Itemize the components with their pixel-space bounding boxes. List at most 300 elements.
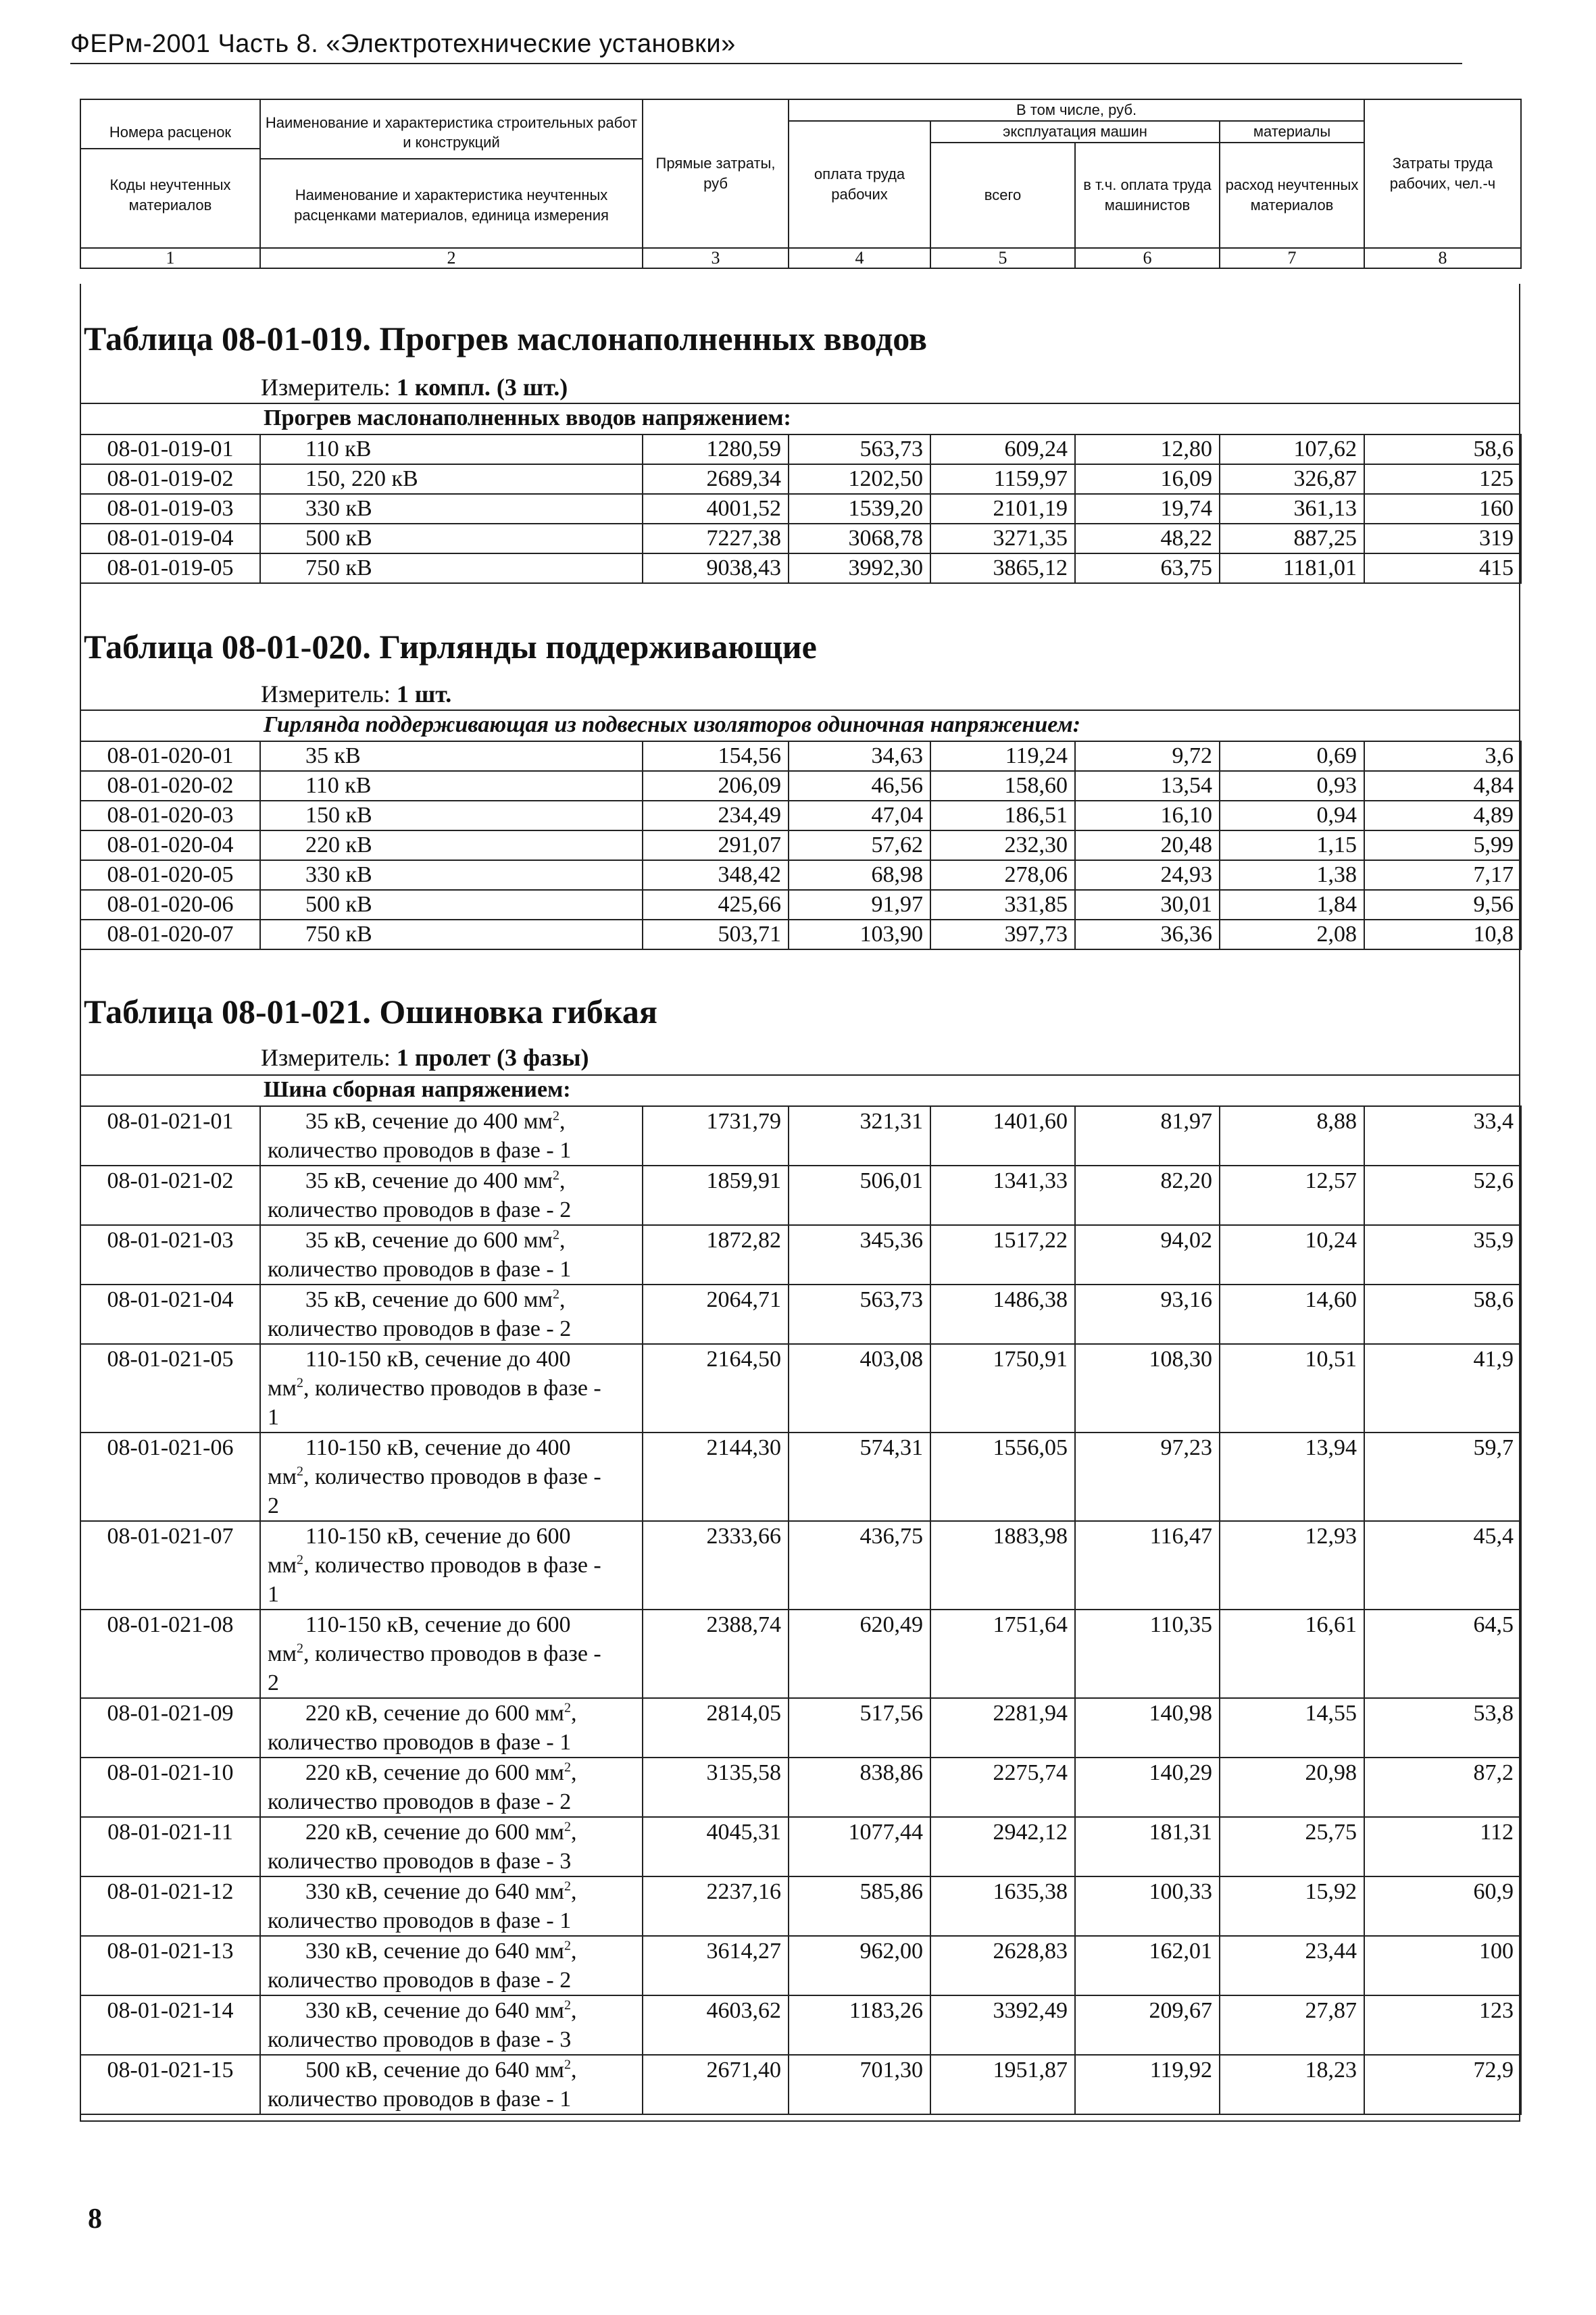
rate-code: 08-01-021-11 <box>80 1817 260 1876</box>
header-wages: оплата труда рабочих <box>789 121 930 248</box>
operator-wages-value: 12,80 <box>1075 434 1220 464</box>
materials-value: 0,93 <box>1220 771 1364 801</box>
column-header-table <box>80 99 1522 269</box>
machines-total-value: 3865,12 <box>930 553 1075 583</box>
table-row <box>80 1758 1521 1817</box>
direct-costs-value: 2164,50 <box>643 1344 789 1433</box>
materials-value: 10,24 <box>1220 1225 1364 1285</box>
rate-name-line <box>268 1195 635 1224</box>
wages-value: 1077,44 <box>789 1817 930 1876</box>
rate-code: 08-01-021-03 <box>80 1225 260 1285</box>
table-020-title: Таблица 08-01-020. Гирлянды поддерживающие <box>84 628 817 666</box>
comma: , <box>559 1228 566 1253</box>
wages-value: 701,30 <box>789 2055 930 2114</box>
rate-name-line <box>268 1906 635 1935</box>
direct-costs-value: 3614,27 <box>643 1936 789 1995</box>
comma: , <box>570 1701 577 1726</box>
operator-wages-value: 119,92 <box>1075 2055 1220 2114</box>
rate-name <box>260 1817 643 1876</box>
rate-name-line <box>268 1966 635 1995</box>
wages-value: 103,90 <box>789 920 930 949</box>
materials-value: 10,51 <box>1220 1344 1364 1433</box>
header-including: В том числе, руб. <box>789 99 1364 121</box>
direct-costs-value: 2064,71 <box>643 1285 789 1344</box>
header-num: 4 <box>789 248 930 268</box>
rate-name <box>260 860 643 890</box>
operator-wages-value: 30,01 <box>1075 890 1220 920</box>
materials-value: 107,62 <box>1220 434 1364 464</box>
labor-value: 53,8 <box>1364 1698 1521 1758</box>
rate-code: 08-01-021-15 <box>80 2055 260 2114</box>
direct-costs-value: 2689,34 <box>643 464 789 494</box>
operator-wages-value: 140,29 <box>1075 1758 1220 1817</box>
rate-name-text: количество проводов в фазе - 1 <box>268 1908 572 1933</box>
header-direct-costs: Прямые затраты, руб <box>643 99 789 248</box>
machines-total-value: 158,60 <box>930 771 1075 801</box>
rate-name-text: количество проводов в фазе - 1 <box>268 1138 572 1163</box>
materials-value: 1,84 <box>1220 890 1364 920</box>
rate-name-line <box>268 1226 635 1255</box>
materials-value: 2,08 <box>1220 920 1364 949</box>
rate-name-text: , количество проводов в фазе - <box>303 1464 601 1489</box>
table-020-subhead: Гирлянда поддерживающая из подвесных изоляторов одиночная напряжением: <box>264 712 1081 737</box>
direct-costs-value: 154,56 <box>643 741 789 771</box>
labor-value: 3,6 <box>1364 741 1521 771</box>
table-row <box>80 801 1521 830</box>
rate-name-text: 1 <box>268 1582 279 1607</box>
materials-value: 361,13 <box>1220 494 1364 524</box>
rate-name-text: 110 кВ <box>305 773 372 798</box>
header-num: 3 <box>643 248 789 268</box>
labor-value: 58,6 <box>1364 434 1521 464</box>
rate-code: 08-01-021-05 <box>80 1344 260 1433</box>
table-row <box>80 524 1521 553</box>
rate-code: 08-01-020-04 <box>80 830 260 860</box>
direct-costs-value: 503,71 <box>643 920 789 949</box>
header-num: 2 <box>260 248 643 268</box>
rate-name-text: мм <box>268 1641 297 1666</box>
rate-name-line <box>268 1314 635 1343</box>
wages-value: 1183,26 <box>789 1995 930 2055</box>
labor-value: 7,17 <box>1364 860 1521 890</box>
header-col2-top: Наименование и характеристика строительных работ и конструкций <box>261 107 642 159</box>
rate-name <box>260 801 643 830</box>
table-row <box>80 920 1521 949</box>
rate-name <box>260 920 643 949</box>
operator-wages-value: 108,30 <box>1075 1344 1220 1433</box>
rate-name-text: 35 кВ, сечение до 400 мм <box>305 1168 553 1193</box>
rate-name-text: , количество проводов в фазе - <box>303 1553 601 1578</box>
machines-total-value: 1556,05 <box>930 1433 1075 1521</box>
page-header-text: ФЕРм-2001 Часть 8. «Электротехнические установки» <box>70 30 736 58</box>
labor-value: 59,7 <box>1364 1433 1521 1521</box>
direct-costs-value: 206,09 <box>643 771 789 801</box>
table-row <box>80 1876 1521 1936</box>
materials-value: 13,94 <box>1220 1433 1364 1521</box>
direct-costs-value: 2237,16 <box>643 1876 789 1936</box>
rate-name-line <box>268 1136 635 1165</box>
rate-name <box>260 1521 643 1610</box>
rate-name-text: 110-150 кВ, сечение до 600 <box>305 1524 571 1549</box>
machines-total-value: 1951,87 <box>930 2055 1075 2114</box>
table-row <box>80 830 1521 860</box>
table-row <box>80 1166 1521 1225</box>
rate-name-text: количество проводов в фазе - 1 <box>268 2087 572 2112</box>
wages-value: 574,31 <box>789 1433 930 1521</box>
operator-wages-value: 81,97 <box>1075 1106 1220 1166</box>
materials-value: 15,92 <box>1220 1876 1364 1936</box>
operator-wages-value: 94,02 <box>1075 1225 1220 1285</box>
wages-value: 345,36 <box>789 1225 930 1285</box>
direct-costs-value: 4603,62 <box>643 1995 789 2055</box>
materials-value: 0,94 <box>1220 801 1364 830</box>
divider <box>80 403 1520 404</box>
rate-name-text: 1 <box>268 1405 279 1430</box>
table-row <box>80 860 1521 890</box>
materials-value: 18,23 <box>1220 2055 1364 2114</box>
rate-name-text: количество проводов в фазе - 2 <box>268 1316 572 1341</box>
table-row <box>80 890 1521 920</box>
rate-code: 08-01-020-05 <box>80 860 260 890</box>
machines-total-value: 2281,94 <box>930 1698 1075 1758</box>
materials-value: 16,61 <box>1220 1610 1364 1698</box>
rate-name <box>260 1285 643 1344</box>
materials-value: 12,57 <box>1220 1166 1364 1225</box>
wages-value: 403,08 <box>789 1344 930 1433</box>
direct-costs-value: 2671,40 <box>643 2055 789 2114</box>
table-019-meter <box>261 373 568 401</box>
superscript-2: 2 <box>564 1760 571 1775</box>
machines-total-value: 278,06 <box>930 860 1075 890</box>
superscript-2: 2 <box>297 1464 304 1479</box>
rate-name-line <box>268 1847 635 1876</box>
materials-value: 1,15 <box>1220 830 1364 860</box>
rate-name-text: количество проводов в фазе - 2 <box>268 1789 572 1814</box>
rate-name-line <box>268 1996 635 2025</box>
rate-name-line <box>268 1610 635 1639</box>
direct-costs-value: 4045,31 <box>643 1817 789 1876</box>
rate-code: 08-01-020-03 <box>80 801 260 830</box>
table-row <box>80 2055 1521 2114</box>
direct-costs-value: 7227,38 <box>643 524 789 553</box>
rate-name-text: 35 кВ, сечение до 400 мм <box>305 1109 553 1134</box>
machines-total-value: 3392,49 <box>930 1995 1075 2055</box>
machines-total-value: 331,85 <box>930 890 1075 920</box>
header-num: 7 <box>1220 248 1364 268</box>
operator-wages-value: 24,93 <box>1075 860 1220 890</box>
operator-wages-value: 209,67 <box>1075 1995 1220 2055</box>
rate-code: 08-01-021-12 <box>80 1876 260 1936</box>
operator-wages-value: 100,33 <box>1075 1876 1220 1936</box>
machines-total-value: 1517,22 <box>930 1225 1075 1285</box>
materials-value: 1181,01 <box>1220 553 1364 583</box>
materials-value: 14,60 <box>1220 1285 1364 1344</box>
rate-name <box>260 1166 643 1225</box>
rate-name-text: количество проводов в фазе - 2 <box>268 1968 572 1993</box>
divider <box>80 1074 1520 1076</box>
operator-wages-value: 140,98 <box>1075 1698 1220 1758</box>
rate-name-line <box>268 1403 635 1432</box>
table-row <box>80 1817 1521 1876</box>
comma: , <box>570 2058 577 2083</box>
labor-value: 33,4 <box>1364 1106 1521 1166</box>
rate-name-text: количество проводов в фазе - 3 <box>268 2027 572 2052</box>
labor-value: 123 <box>1364 1995 1521 2055</box>
rate-name-text: 220 кВ, сечение до 600 мм <box>305 1701 564 1726</box>
labor-value: 125 <box>1364 464 1521 494</box>
wages-value: 620,49 <box>789 1610 930 1698</box>
materials-value: 14,55 <box>1220 1698 1364 1758</box>
rate-name <box>260 1876 643 1936</box>
rate-name-line <box>268 1255 635 1284</box>
labor-value: 60,9 <box>1364 1876 1521 1936</box>
wages-value: 46,56 <box>789 771 930 801</box>
meter-label: Измеритель: <box>261 374 391 401</box>
rate-name <box>260 1936 643 1995</box>
superscript-2: 2 <box>297 1641 304 1656</box>
rate-name <box>260 1698 643 1758</box>
rate-name-line <box>268 1345 635 1374</box>
rate-code: 08-01-021-01 <box>80 1106 260 1166</box>
rate-name-text: 330 кВ <box>305 496 372 521</box>
rate-name-text: , количество проводов в фазе - <box>303 1641 601 1666</box>
rate-name-line <box>268 2056 635 2085</box>
rate-code: 08-01-019-04 <box>80 524 260 553</box>
operator-wages-value: 36,36 <box>1075 920 1220 949</box>
direct-costs-value: 348,42 <box>643 860 789 890</box>
rate-name <box>260 1344 643 1433</box>
labor-value: 64,5 <box>1364 1610 1521 1698</box>
materials-value: 8,88 <box>1220 1106 1364 1166</box>
table-row <box>80 494 1521 524</box>
header-materials: материалы <box>1220 121 1364 143</box>
table-row <box>80 1285 1521 1344</box>
wages-value: 838,86 <box>789 1758 930 1817</box>
table-019 <box>80 434 1522 584</box>
superscript-2: 2 <box>552 1227 559 1243</box>
superscript-2: 2 <box>564 1700 571 1716</box>
labor-value: 41,9 <box>1364 1344 1521 1433</box>
materials-value: 27,87 <box>1220 1995 1364 2055</box>
table-row <box>80 464 1521 494</box>
rate-name-text: 150, 220 кВ <box>305 466 418 491</box>
meter-label: Измеритель: <box>261 1044 391 1071</box>
comma: , <box>559 1109 566 1134</box>
operator-wages-value: 20,48 <box>1075 830 1220 860</box>
rate-name <box>260 1433 643 1521</box>
header-machines: эксплуатация машин <box>930 121 1220 143</box>
rate-name-line <box>268 1107 635 1136</box>
labor-value: 4,84 <box>1364 771 1521 801</box>
labor-value: 72,9 <box>1364 2055 1521 2114</box>
header-num: 1 <box>80 248 260 268</box>
labor-value: 4,89 <box>1364 801 1521 830</box>
rate-name <box>260 2055 643 2114</box>
machines-total-value: 232,30 <box>930 830 1075 860</box>
table-row <box>80 1936 1521 1995</box>
rate-name-text: 220 кВ <box>305 832 372 857</box>
rate-name-line <box>268 1787 635 1816</box>
superscript-2: 2 <box>564 1997 571 2013</box>
materials-value: 20,98 <box>1220 1758 1364 1817</box>
header-num: 5 <box>930 248 1075 268</box>
table-021-title: Таблица 08-01-021. Ошиновка гибкая <box>84 993 657 1030</box>
direct-costs-value: 1859,91 <box>643 1166 789 1225</box>
rate-code: 08-01-021-09 <box>80 1698 260 1758</box>
rate-name-text: 330 кВ <box>305 862 372 887</box>
rate-name-text: 110-150 кВ, сечение до 400 <box>305 1347 571 1372</box>
wages-value: 321,31 <box>789 1106 930 1166</box>
direct-costs-value: 425,66 <box>643 890 789 920</box>
rate-code: 08-01-021-02 <box>80 1166 260 1225</box>
operator-wages-value: 162,01 <box>1075 1936 1220 1995</box>
rate-name-line <box>268 2085 635 2114</box>
direct-costs-value: 4001,52 <box>643 494 789 524</box>
rate-name-line <box>268 1818 635 1847</box>
rate-name <box>260 553 643 583</box>
table-row <box>80 741 1521 771</box>
rate-name-line <box>268 1639 635 1668</box>
direct-costs-value: 2388,74 <box>643 1610 789 1698</box>
direct-costs-value: 1872,82 <box>643 1225 789 1285</box>
meter-value: 1 компл. (3 шт.) <box>396 374 568 401</box>
rate-name-text: 150 кВ <box>305 803 372 828</box>
rate-name <box>260 1225 643 1285</box>
operator-wages-value: 48,22 <box>1075 524 1220 553</box>
wages-value: 3992,30 <box>789 553 930 583</box>
rate-name-text: 330 кВ, сечение до 640 мм <box>305 1998 564 2023</box>
rate-name-line <box>268 1491 635 1520</box>
wages-value: 1202,50 <box>789 464 930 494</box>
table-019-subhead: Прогрев маслонаполненных вводов напряжением: <box>264 405 791 430</box>
rate-name <box>260 741 643 771</box>
rate-name-text: 35 кВ <box>305 743 361 768</box>
rate-name <box>260 1758 643 1817</box>
direct-costs-value: 1731,79 <box>643 1106 789 1166</box>
materials-value: 23,44 <box>1220 1936 1364 1995</box>
machines-total-value: 609,24 <box>930 434 1075 464</box>
rate-name <box>260 524 643 553</box>
rate-name-text: , количество проводов в фазе - <box>303 1376 601 1401</box>
machines-total-value: 397,73 <box>930 920 1075 949</box>
rate-name-text: 330 кВ, сечение до 640 мм <box>305 1879 564 1904</box>
operator-wages-value: 110,35 <box>1075 1610 1220 1698</box>
labor-value: 9,56 <box>1364 890 1521 920</box>
table-row <box>80 553 1521 583</box>
rate-name-text: 500 кВ <box>305 892 372 917</box>
superscript-2: 2 <box>564 1819 571 1835</box>
header-col1-top: Номера расценок <box>81 117 259 149</box>
table-row <box>80 1995 1521 2055</box>
materials-value: 887,25 <box>1220 524 1364 553</box>
rate-name-line <box>268 1374 635 1403</box>
rate-code: 08-01-021-14 <box>80 1995 260 2055</box>
rate-name <box>260 771 643 801</box>
rate-code: 08-01-020-06 <box>80 890 260 920</box>
meter-value: 1 пролет (3 фазы) <box>396 1044 589 1071</box>
wages-value: 1539,20 <box>789 494 930 524</box>
rate-name <box>260 434 643 464</box>
table-row <box>80 1610 1521 1698</box>
superscript-2: 2 <box>552 1287 559 1302</box>
rate-name-line <box>268 2025 635 2054</box>
wages-value: 506,01 <box>789 1166 930 1225</box>
rate-name <box>260 1610 643 1698</box>
rate-name <box>260 1106 643 1166</box>
rate-name-text: 500 кВ, сечение до 640 мм <box>305 2058 564 2083</box>
header-machines-total: всего <box>930 143 1075 248</box>
superscript-2: 2 <box>552 1168 559 1183</box>
labor-value: 52,6 <box>1364 1166 1521 1225</box>
divider <box>80 710 1520 711</box>
meter-value: 1 шт. <box>396 680 452 707</box>
wages-value: 57,62 <box>789 830 930 860</box>
table-row <box>80 1433 1521 1521</box>
rate-name-line <box>268 1758 635 1787</box>
comma: , <box>570 1939 577 1964</box>
machines-total-value: 1341,33 <box>930 1166 1075 1225</box>
table-row <box>80 434 1521 464</box>
machines-total-value: 2101,19 <box>930 494 1075 524</box>
machines-total-value: 1883,98 <box>930 1521 1075 1610</box>
rate-code: 08-01-019-02 <box>80 464 260 494</box>
machines-total-value: 1751,64 <box>930 1610 1075 1698</box>
table-021-meter <box>261 1043 589 1072</box>
wages-value: 585,86 <box>789 1876 930 1936</box>
rate-code: 08-01-021-13 <box>80 1936 260 1995</box>
rate-name-text: 2 <box>268 1493 279 1518</box>
rate-name <box>260 890 643 920</box>
rate-name-text: 500 кВ <box>305 526 372 551</box>
operator-wages-value: 9,72 <box>1075 741 1220 771</box>
rate-name-text: 35 кВ, сечение до 600 мм <box>305 1228 553 1253</box>
rate-name-text: мм <box>268 1376 297 1401</box>
labor-value: 45,4 <box>1364 1521 1521 1610</box>
operator-wages-value: 116,47 <box>1075 1521 1220 1610</box>
meter-label: Измеритель: <box>261 680 391 707</box>
rate-name-text: 110 кВ <box>305 437 372 462</box>
header-col2-bottom: Наименование и характеристика неучтенных расценками материалов, единица измерения <box>294 186 609 224</box>
machines-total-value: 2275,74 <box>930 1758 1075 1817</box>
wages-value: 68,98 <box>789 860 930 890</box>
rate-name <box>260 1995 643 2055</box>
direct-costs-value: 2144,30 <box>643 1433 789 1521</box>
machines-total-value: 1401,60 <box>930 1106 1075 1166</box>
machines-total-value: 1159,97 <box>930 464 1075 494</box>
rate-code: 08-01-021-07 <box>80 1521 260 1610</box>
table-021 <box>80 1105 1522 2115</box>
rate-name-line <box>268 1285 635 1314</box>
rate-name-text: мм <box>268 1553 297 1578</box>
operator-wages-value: 16,10 <box>1075 801 1220 830</box>
rate-code: 08-01-021-04 <box>80 1285 260 1344</box>
operator-wages-value: 93,16 <box>1075 1285 1220 1344</box>
rate-code: 08-01-021-10 <box>80 1758 260 1817</box>
rate-code: 08-01-021-08 <box>80 1610 260 1698</box>
rate-name-text: 220 кВ, сечение до 600 мм <box>305 1760 564 1785</box>
machines-total-value: 1635,38 <box>930 1876 1075 1936</box>
comma: , <box>570 1998 577 2023</box>
rate-name-text: количество проводов в фазе - 1 <box>268 1730 572 1755</box>
superscript-2: 2 <box>564 1938 571 1953</box>
labor-value: 160 <box>1364 494 1521 524</box>
table-row <box>80 1106 1521 1166</box>
rate-name <box>260 464 643 494</box>
comma: , <box>570 1760 577 1785</box>
wages-value: 47,04 <box>789 801 930 830</box>
rate-name-text: 750 кВ <box>305 922 372 947</box>
labor-value: 10,8 <box>1364 920 1521 949</box>
